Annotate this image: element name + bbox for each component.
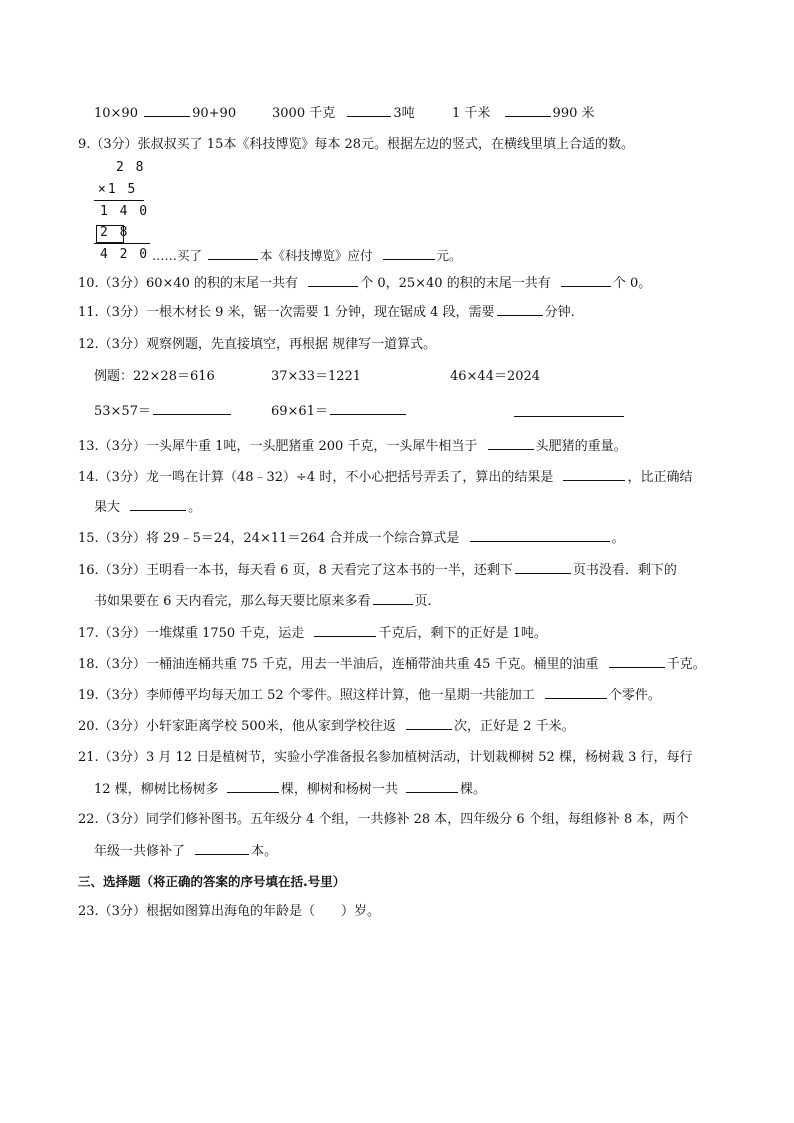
vertical-line-2: ×1 5 [98, 182, 138, 197]
q12-blank-own-equation[interactable] [514, 404, 624, 417]
question-20 [78, 717, 575, 736]
compare-3-left: 1 千米 [452, 106, 491, 121]
compare-1-left: 10×90 [94, 106, 138, 121]
q14-text-c: 果大 [94, 500, 121, 515]
q12-fill-2-text: 69×61＝ [271, 404, 328, 419]
q12-fill-2 [271, 402, 408, 421]
q15-text-b: 。 [611, 531, 625, 546]
q9-tail-c: 元。 [436, 248, 462, 263]
question-14-line-2 [94, 498, 201, 517]
q21-blank-2[interactable] [406, 780, 458, 793]
q12-fill-1 [94, 402, 233, 421]
q12-blank-2[interactable] [330, 402, 406, 415]
q16-text-c: 书如果要在 6 天内看完，那么每天要比原来多看 [94, 594, 371, 609]
question-13 [78, 437, 627, 456]
question-15 [78, 529, 625, 548]
compare-3-right: 990 米 [552, 106, 595, 121]
compare-3-blank[interactable] [505, 104, 551, 117]
q16-text-a: 16.（3分）王明看一本书，每天看 6 页，8 天看完了这本书的一半，还剩下 [78, 563, 513, 578]
q22-blank[interactable] [195, 842, 249, 855]
vertical-line-1: 2 8 [116, 160, 146, 175]
question-9-answer-line [152, 247, 462, 265]
q14-blank-1[interactable] [563, 468, 625, 481]
q13-blank[interactable] [488, 437, 534, 450]
q19-text-a: 19.（3分）李师傅平均每天加工 52 个零件。照这样计算，他一星期一共能加工 [78, 688, 535, 703]
q10-text-a: 10.（3分）60×40 的积的末尾一共有 [78, 276, 299, 291]
q9-tail-a: ……买了 [152, 248, 203, 263]
question-9-text: 9.（3分）张叔叔买了 15本《科技博览》每本 28元。根据左边的竖式，在横线里填上合适的数。 [78, 137, 635, 152]
q22-text-c: 本。 [251, 844, 278, 859]
q15-blank[interactable] [470, 529, 610, 542]
q19-text-b: 个零件。 [608, 688, 661, 703]
q10-text-c: 个 0。 [612, 276, 652, 291]
q21-text-d: 棵。 [459, 782, 486, 797]
question-16-line-2 [94, 592, 432, 611]
q18-text-b: 千克。 [666, 657, 706, 672]
q16-text-d: 页. [414, 594, 432, 609]
question-11 [78, 303, 575, 322]
q18-blank[interactable] [609, 655, 665, 668]
q12-example-2: 46×44＝2024 [450, 369, 541, 384]
compare-1-blank[interactable] [144, 104, 190, 117]
q20-blank[interactable] [406, 717, 452, 730]
compare-row-3 [452, 104, 595, 123]
q17-text-b: 千克后，剩下的正好是 1吨。 [378, 626, 547, 641]
q20-text-a: 20.（3分）小轩家距离学校 500米，他从家到学校往返 [78, 719, 396, 734]
q10-blank-2[interactable] [561, 274, 611, 287]
compare-1-right: 90+90 [192, 106, 237, 121]
vertical-rule-1 [94, 200, 144, 201]
question-22-line-1: 22.（3分）同学们修补图书。五年级分 4 个组，一共修补 28 本，四年级分 6 个组，每组修补 8 本，两个 [78, 812, 689, 827]
q16-blank-2[interactable] [373, 592, 413, 605]
q12-example-0: 例题：22×28＝616 [94, 369, 215, 384]
q9-blank-2[interactable] [383, 247, 435, 260]
q14-text-a: 14.（3分）龙一鸣在计算（48﹣32）÷4 时，不小心把括号弄丢了，算出的结果是 [78, 470, 554, 485]
section-3-heading: 三、选择题（将正确的答案的序号填在括.号里） [78, 874, 346, 889]
q22-text-b: 年级一共修补了 [94, 844, 186, 859]
q9-tail-b: 本《科技博览》应付 [260, 248, 373, 263]
question-14-line-1 [78, 468, 692, 487]
q16-blank-1[interactable] [515, 561, 571, 574]
q10-text-b: 个 0，25×40 的积的末尾一共有 [360, 276, 551, 291]
q12-fill-1-text: 53×57＝ [94, 404, 151, 419]
q23-text-b: ）岁。 [340, 904, 380, 919]
vertical-line-5: 4 2 0 [100, 247, 150, 262]
q18-text-a: 18.（3分）一桶油连桶共重 75 千克，用去一半油后，连桶带油共重 45 千克。桶里的油重 [78, 657, 599, 672]
q13-text-b: 头肥猪的重量。 [535, 439, 627, 454]
question-12-text: 12.（3分）观察例题，先直接填空，再根据 规律写一道算式。 [78, 337, 437, 352]
q21-text-b: 12 棵，柳树比杨树多 [94, 782, 219, 797]
compare-row [94, 104, 236, 123]
q16-text-b: 页书没看．剩下的 [572, 563, 677, 578]
question-19 [78, 686, 661, 705]
q21-text-c: 棵，柳树和杨树一共 [280, 782, 398, 797]
question-10 [78, 274, 651, 293]
question-21-line-2 [94, 780, 486, 799]
q19-blank[interactable] [545, 686, 607, 699]
q9-blank-1[interactable] [208, 247, 258, 260]
question-17 [78, 624, 547, 643]
q11-blank[interactable] [497, 303, 543, 316]
question-18 [78, 655, 706, 674]
compare-2-right: 3吨 [393, 106, 415, 121]
q11-text-a: 11.（3分）一根木材长 9 米，锯一次需要 1 分钟，现在锯成 4 段，需要 [78, 305, 495, 320]
q12-blank-1[interactable] [153, 402, 231, 415]
q20-text-b: 次，正好是 2 千米。 [454, 719, 575, 734]
q17-text-a: 17.（3分）一堆煤重 1750 千克，运走 [78, 626, 305, 641]
question-21-line-1: 21.（3分）3 月 12 日是植树节，实验小学准备报名参加植树活动，计划栽柳树 52 棵，杨树栽 3 行，每行 [78, 750, 693, 765]
question-23 [78, 903, 380, 921]
q14-blank-2[interactable] [130, 498, 186, 511]
compare-row-2 [272, 104, 415, 123]
vertical-line-4: 2 8 [100, 225, 130, 240]
compare-2-left: 3000 千克 [272, 106, 336, 121]
q17-blank[interactable] [314, 624, 376, 637]
compare-2-blank[interactable] [347, 104, 391, 117]
vertical-rule-2 [94, 243, 150, 244]
q11-text-b: 分钟. [544, 305, 575, 320]
vertical-line-3: 1 4 0 [100, 204, 150, 219]
q21-blank-1[interactable] [227, 780, 279, 793]
question-16-line-1 [78, 561, 677, 580]
q10-blank-1[interactable] [308, 274, 358, 287]
q12-example-1: 37×33＝1221 [271, 369, 362, 384]
q23-text-a: 23.（3分）根据如图算出海龟的年龄是（ [78, 904, 315, 919]
q13-text-a: 13.（3分）一头犀牛重 1吨，一头肥猪重 200 千克，一头犀牛相当于 [78, 439, 478, 454]
q15-text-a: 15.（3分）将 29﹣5＝24，24×11＝264 合并成一个综合算式是 [78, 531, 460, 546]
q14-text-d: 。 [188, 500, 202, 515]
question-22-line-2 [94, 842, 277, 861]
q14-text-b: ，比正确结 [627, 470, 693, 485]
